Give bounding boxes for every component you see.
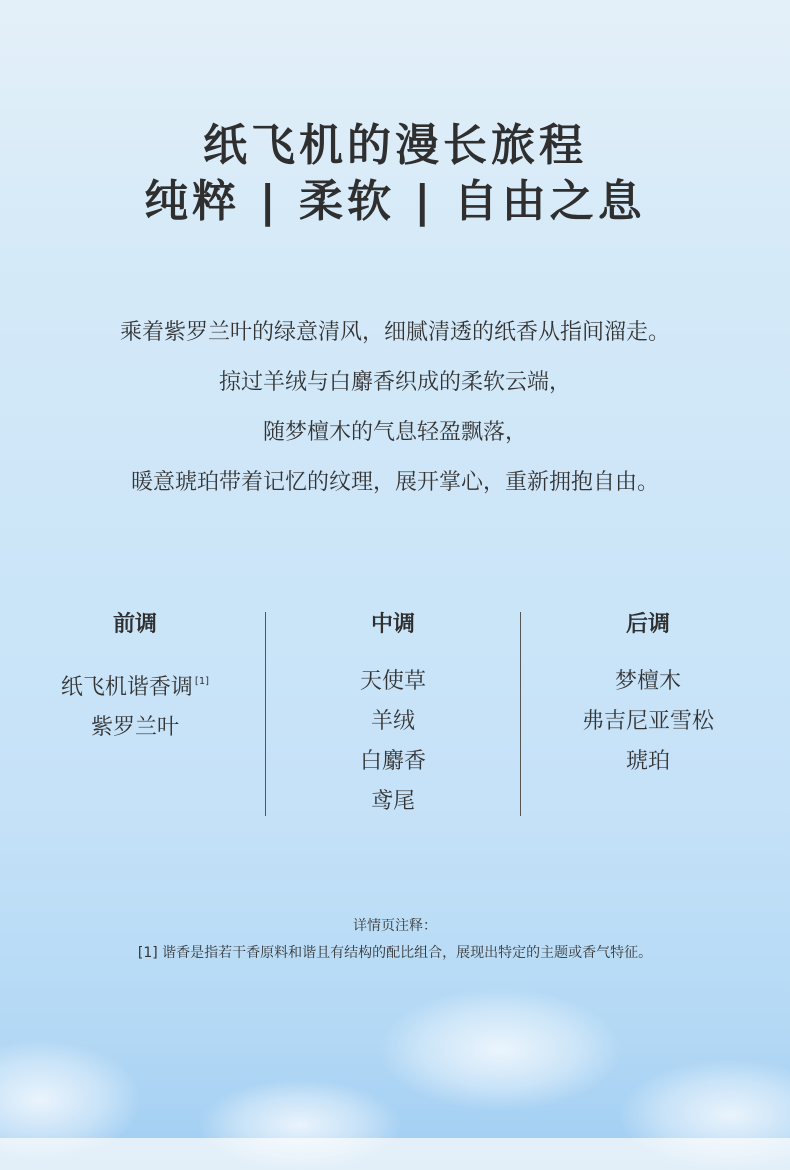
footnote-text: [1] 谐香是指若干香原料和谐且有结构的配比组合，展现出特定的主题或香气特征。 [137, 945, 653, 961]
note-item: 鸢尾 [370, 789, 415, 814]
note-item: 白麝香 [359, 749, 426, 774]
cloud-decoration [200, 1080, 400, 1170]
poem-line: 随梦檀木的气息轻盈飘落， [262, 420, 527, 445]
base-notes-column [523, 600, 773, 782]
top-notes-heading: 前调 [112, 612, 157, 637]
note-item: 天使草 [359, 669, 426, 694]
note-item-label: 纸飞机谐香调 [60, 675, 193, 700]
note-item: 紫罗兰叶 [90, 715, 179, 740]
footnote-title: 详情页注释： [353, 918, 437, 934]
poem-block [0, 308, 790, 508]
cloud-decoration [0, 1040, 140, 1160]
note-item: 梦檀木 [614, 669, 681, 694]
footnote-marker: [1] [194, 676, 210, 687]
footnote-block [0, 914, 790, 968]
cloud-decoration [380, 990, 620, 1110]
middle-notes-heading: 中调 [370, 612, 415, 637]
page-subtitle: 纯粹 | 柔软 | 自由之息 [144, 176, 646, 227]
middle-notes-column [268, 600, 518, 822]
fragrance-notes [0, 600, 790, 820]
note-item: 弗吉尼亚雪松 [581, 709, 714, 734]
poem-line: 掠过羊绒与白麝香织成的柔软云端， [218, 370, 571, 395]
cloud-decoration [620, 1060, 790, 1170]
page-title: 纸飞机的漫长旅程 [203, 120, 587, 171]
poem-line: 暖意琥珀带着记忆的纹理，展开掌心，重新拥抱自由。 [130, 470, 659, 495]
top-notes-column [10, 600, 260, 748]
note-item [10, 662, 260, 708]
base-notes-heading: 后调 [625, 612, 670, 637]
column-divider [265, 612, 266, 816]
column-divider [520, 612, 521, 816]
note-item: 琥珀 [625, 749, 670, 774]
poem-line: 乘着紫罗兰叶的绿意清风，细腻清透的纸香从指间溜走。 [119, 320, 670, 345]
note-item: 羊绒 [370, 709, 415, 734]
